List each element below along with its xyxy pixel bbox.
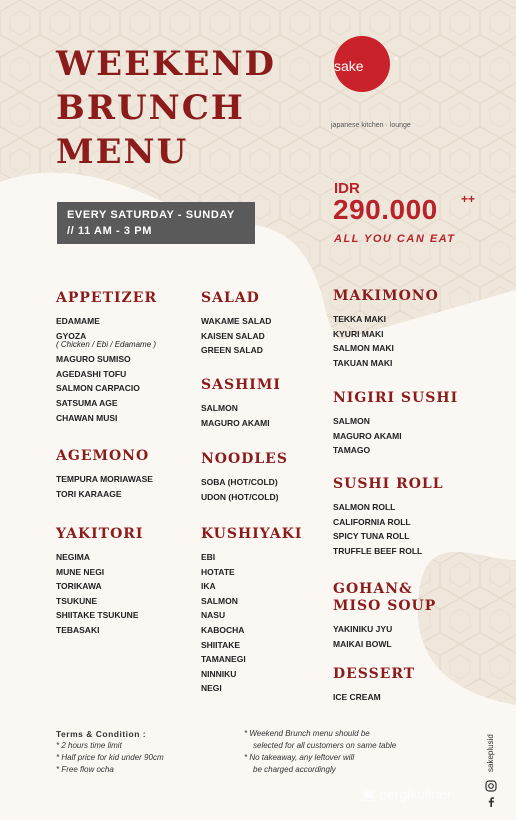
list-item: UDON (HOT/COLD) xyxy=(201,491,279,502)
list-item: MUNE NEGI xyxy=(56,566,105,577)
list-item: SALMON xyxy=(201,595,238,606)
section-yakitori xyxy=(56,526,143,638)
section-makimono xyxy=(333,288,439,370)
section-title: NIGIRI SUSHI xyxy=(333,390,459,406)
social-handle: sakeplusid xyxy=(486,734,495,772)
section-appetizer xyxy=(56,290,157,425)
list-item: GREEN SALAD xyxy=(201,345,263,356)
list-item: SALMON MAKI xyxy=(333,343,394,354)
list-item: SHIITAKE xyxy=(201,639,241,650)
section-title-line-1: GOHAN& xyxy=(333,581,413,597)
section-title: MAKIMONO xyxy=(333,288,439,304)
facebook-icon xyxy=(485,796,497,808)
social-handle-block xyxy=(484,720,498,780)
list-item: KABOCHA xyxy=(201,624,245,635)
gyoza-note: ( Chicken / Ebi / Edamame ) xyxy=(56,340,157,350)
section-title: SASHIMI xyxy=(201,377,281,393)
section-title xyxy=(333,581,436,615)
note-line: be charged accordingly xyxy=(253,765,336,774)
list-item: WAKAME SALAD xyxy=(201,316,272,326)
list-item: TAMAGO xyxy=(333,445,371,456)
section-title: YAKITORI xyxy=(56,526,144,542)
section-title: AGEMONO xyxy=(56,448,150,464)
notes xyxy=(244,728,396,776)
list-item: CHAWAN MUSI xyxy=(56,412,118,423)
section-title-line-2: MISO SOUP xyxy=(333,598,437,614)
schedule-hours: // 11 AM - 3 PM xyxy=(67,225,153,237)
terms-line: * Free flow ocha xyxy=(56,765,114,774)
item-gyoza: GYOZA xyxy=(56,330,87,341)
note-line: * Weekend Brunch menu should be xyxy=(244,729,370,738)
price-note: ALL YOU CAN EAT xyxy=(334,233,456,245)
section-nigiri-sushi xyxy=(333,390,458,458)
list-item: TEMPURA MORIAWASE xyxy=(56,474,153,484)
list-item: SALMON CARPACIO xyxy=(56,383,140,394)
list-item: TRUFFLE BEEF ROLL xyxy=(333,545,423,556)
logo-tagline: japanese kitchen · lounge xyxy=(331,122,411,129)
list-item: SATSUMA AGE xyxy=(56,397,118,408)
instagram-icon xyxy=(485,780,497,792)
list-item: SHIITAKE TSUKUNE xyxy=(56,610,139,621)
watermark-text: pergikuliner xyxy=(379,786,452,802)
section-kushiyaki xyxy=(201,526,302,696)
section-sashimi xyxy=(201,377,281,430)
list-item: KAISEN SALAD xyxy=(201,330,265,341)
section-gohan-miso-soup xyxy=(333,581,436,651)
list-item: TAMANEGI xyxy=(201,654,246,665)
price-amount: 290.000 xyxy=(333,194,438,225)
section-title: APPETIZER xyxy=(56,290,158,306)
terms-line: * 2 hours time limit xyxy=(56,741,122,750)
list-item: ICE CREAM xyxy=(333,692,381,702)
section-noodles xyxy=(201,451,288,504)
section-title: SALAD xyxy=(201,290,260,306)
list-item: HOTATE xyxy=(201,566,235,577)
note-line: * No takeaway, any leftover will xyxy=(244,753,355,762)
logo-word: sake xyxy=(334,58,364,74)
list-item: SPICY TUNA ROLL xyxy=(333,531,410,542)
watermark xyxy=(362,786,452,803)
schedule-banner xyxy=(57,202,255,244)
list-item: SOBA (HOT/COLD) xyxy=(201,477,278,487)
list-item: TSUKUNE xyxy=(56,595,98,606)
price-currency: IDR xyxy=(334,180,360,197)
list-item: IKA xyxy=(201,581,216,592)
schedule-days: EVERY SATURDAY - SUNDAY xyxy=(67,209,235,221)
section-title: KUSHIYAKI xyxy=(201,526,303,542)
list-item: SALMON xyxy=(333,416,370,426)
section-title: NOODLES xyxy=(201,451,288,467)
list-item: TORIKAWA xyxy=(56,581,102,592)
title-line-3: MENU xyxy=(56,132,189,172)
list-item: NASU xyxy=(201,610,226,621)
logo-plus: + xyxy=(393,54,399,65)
list-item: TAKUAN MAKI xyxy=(333,357,393,368)
list-item: NEGIMA xyxy=(56,552,90,562)
list-item: TORI KARAAGE xyxy=(56,488,122,499)
title-line-1: WEEKEND xyxy=(56,44,277,84)
watermark-camera-icon: ▣ xyxy=(362,786,376,802)
section-salad xyxy=(201,290,271,358)
list-item: CALIFORNIA ROLL xyxy=(333,516,411,527)
price-suffix: ++ xyxy=(461,192,476,206)
list-item: AGEDASHI TOFU xyxy=(56,368,127,379)
list-item: NINNIKU xyxy=(201,668,237,679)
list-item: YAKINIKU JYU xyxy=(333,624,393,634)
list-item: TEBASAKI xyxy=(56,624,100,635)
list-item: EDAMAME xyxy=(56,316,100,326)
title-line-2: BRUNCH xyxy=(56,88,245,128)
section-sushi-roll xyxy=(333,476,444,558)
sake-logo xyxy=(330,36,420,136)
terms-line: * Half price for kid under 90cm xyxy=(56,753,164,762)
section-title: DESSERT xyxy=(333,666,416,682)
list-item: MAGURO AKAMI xyxy=(201,417,270,428)
list-item: MAIKAI BOWL xyxy=(333,638,392,649)
section-title: SUSHI ROLL xyxy=(333,476,444,492)
list-item: EBI xyxy=(201,552,216,562)
page-title xyxy=(56,42,276,174)
terms-and-conditions xyxy=(56,728,164,776)
list-item: SALMON ROLL xyxy=(333,502,396,512)
note-line: selected for all customers on same table xyxy=(253,741,397,750)
list-item xyxy=(56,329,157,351)
list-item: KYURI MAKI xyxy=(333,328,384,339)
list-item: SALMON xyxy=(201,403,238,413)
list-item: NEGI xyxy=(201,683,222,694)
list-item: TEKKA MAKI xyxy=(333,314,387,324)
section-agemono xyxy=(56,448,153,501)
section-dessert xyxy=(333,666,415,705)
list-item: MAGURO SUMISO xyxy=(56,354,131,365)
terms-title: Terms & Condition : xyxy=(56,729,147,739)
list-item: MAGURO AKAMI xyxy=(333,430,402,441)
